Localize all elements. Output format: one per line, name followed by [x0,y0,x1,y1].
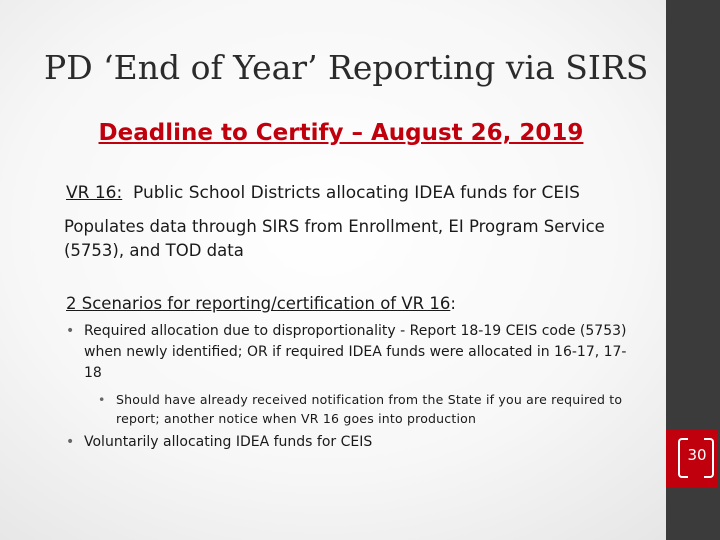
sub-bullet-text-1: Should have already received notification from the State if you are required to report; another notice when VR 16 goes into production [116,392,623,426]
sub-bullet-item-1 [98,390,638,428]
vr-label: VR 16: [66,183,123,203]
bullet-marker: • [66,323,75,339]
sub-bullet-marker: • [98,392,106,407]
page-number-badge [666,430,718,488]
populates-text: Populates data through SIRS from Enrollment, EI Program Service (5753), and TOD data [64,217,605,260]
deadline-heading: Deadline to Certify – August 26, 2019 [98,120,584,146]
scenarios-line [66,294,456,313]
bullet-item-1 [66,321,636,384]
slide-title: PD ‘End of Year’ Reporting via SIRS [44,48,649,87]
right-bracket-icon [704,438,714,478]
bullet-text-1: Required allocation due to disproportionality - Report 18-19 CEIS code (5753) when newly identified; OR if required IDEA funds were allocated in 16-17, 17-18 [84,323,627,381]
page-number: 30 [687,446,707,464]
bullet-item-2 [66,432,636,453]
bullet-text-2: Voluntarily allocating IDEA funds for CEIS [84,434,373,450]
scenarios-colon: : [450,294,456,313]
bullet-marker: • [66,434,75,450]
scenarios-label: 2 Scenarios for reporting/certification of VR 16 [66,294,451,313]
vr-text: Public School Districts allocating IDEA funds for CEIS [122,183,580,203]
vr-line [66,183,580,203]
